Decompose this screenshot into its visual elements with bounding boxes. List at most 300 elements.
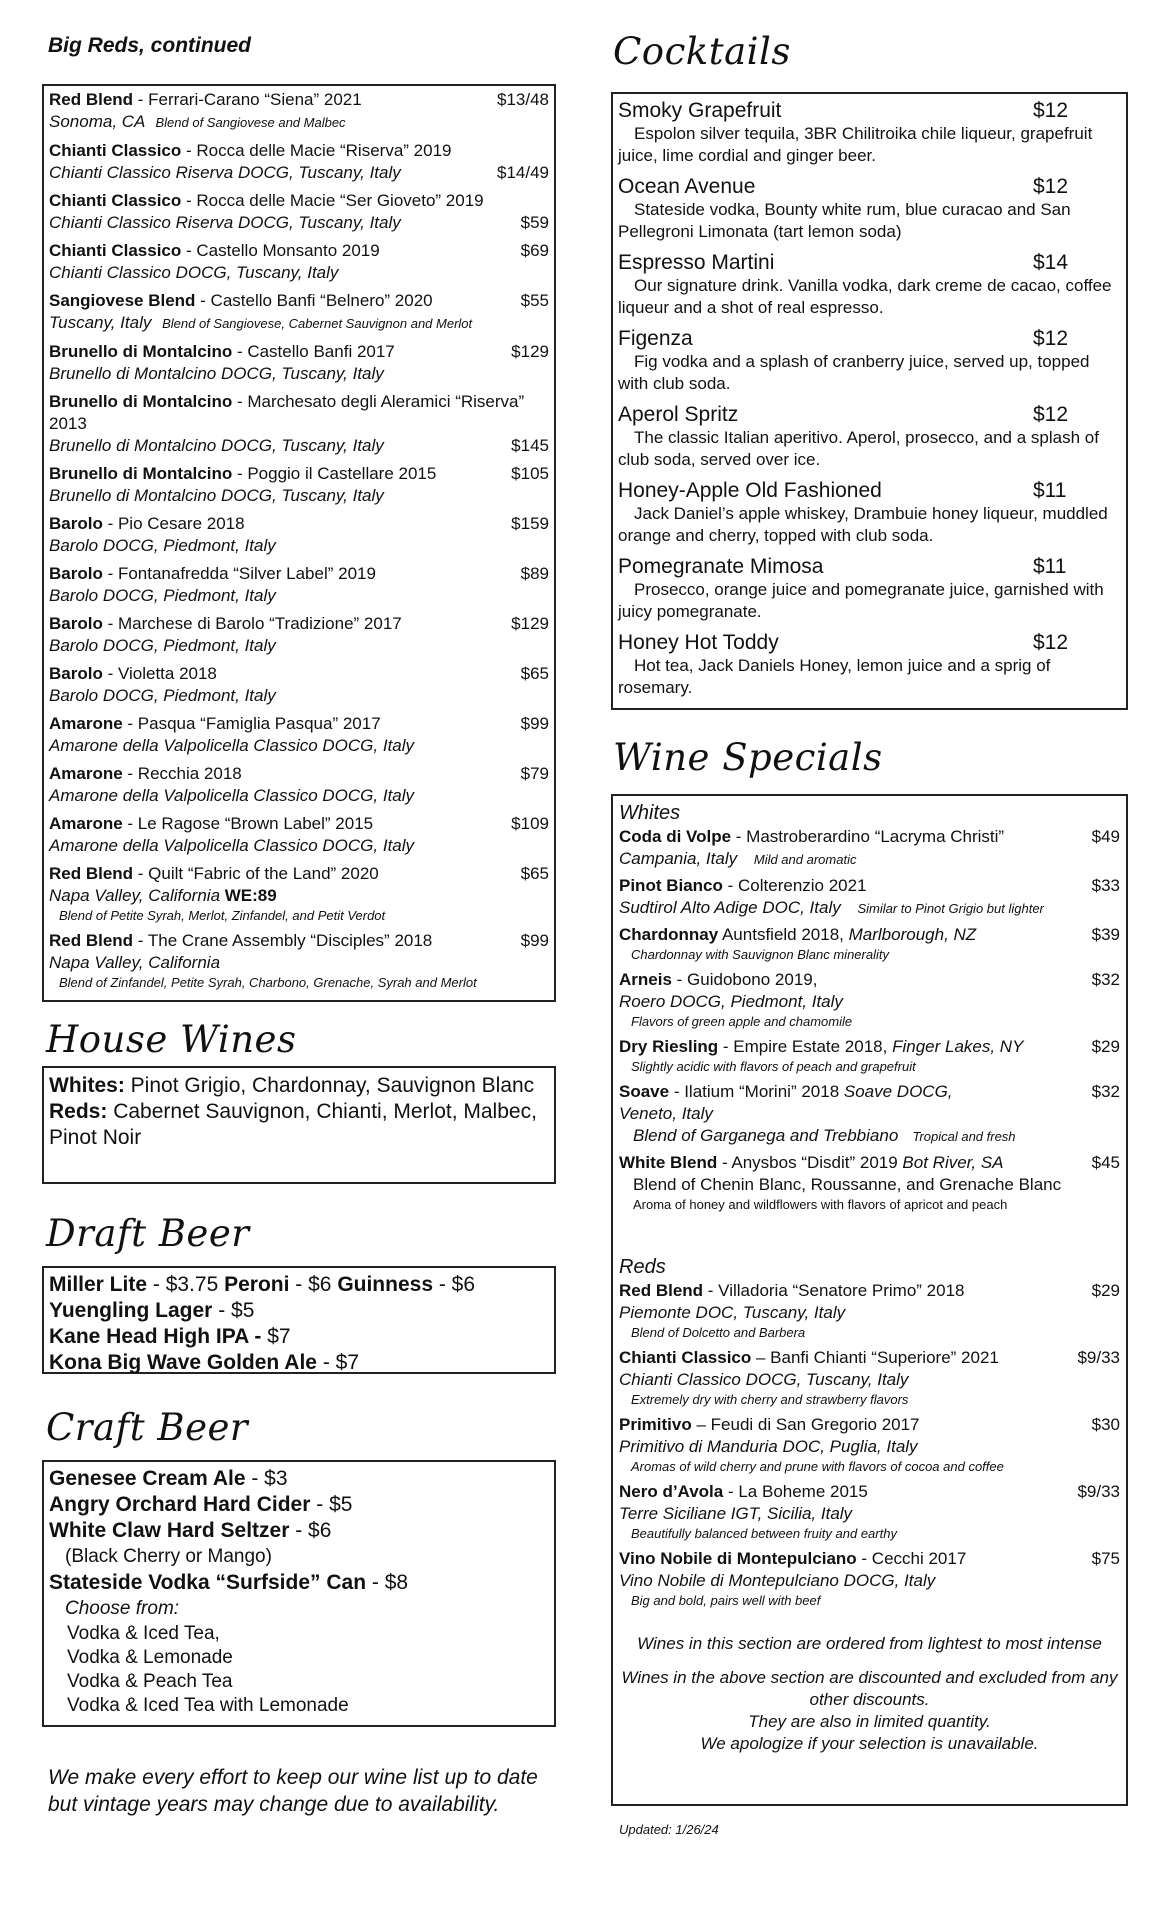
cocktail-item	[618, 630, 1121, 699]
wine-name: Brunello di Montalcino	[49, 464, 233, 483]
big-reds-box	[42, 84, 556, 1002]
wine-item	[49, 813, 549, 863]
wine-name: Barolo	[49, 564, 103, 583]
wine-region-row	[619, 848, 1120, 870]
wine-region: Chianti Classico DOCG, Tuscany, Italy	[619, 1370, 909, 1389]
wine-item	[619, 1347, 1120, 1414]
wine-name: Amarone	[49, 714, 123, 733]
wine-item	[619, 1280, 1120, 1347]
wine-blend-note: Blend of Sangiovese and Malbec	[155, 115, 346, 130]
wine-row	[49, 563, 549, 585]
wine-detail-italic: Bot River, SA	[902, 1153, 1004, 1172]
house-whites-label: Whites:	[49, 1074, 125, 1097]
wine-item	[619, 1481, 1120, 1548]
cocktail-description: The classic Italian aperitivo. Aperol, prosecco, and a splash of club soda, served over ice.	[618, 428, 1099, 469]
wine-region: Sudtirol Alto Adige DOC, Italy	[619, 898, 841, 917]
wine-blend-note: Blend of Petite Syrah, Merlot, Zinfandel, and Petit Verdot	[59, 908, 386, 923]
tasting-note: Aromas of wild cherry and prune with flavors of cocoa and coffee	[631, 1459, 1004, 1474]
wine-detail: - Marchesato degli Aleramici “Riserva” 2013	[49, 392, 525, 433]
draft-row	[49, 1350, 549, 1376]
tasting-note: Big and bold, pairs well with beef	[631, 1593, 821, 1608]
wine-name: Chardonnay	[619, 925, 719, 944]
wine-name: Arneis	[619, 970, 672, 989]
beer-name: Guinness	[337, 1273, 434, 1296]
wine-row	[49, 930, 549, 952]
draft-beer-title: Draft Beer	[46, 1212, 250, 1255]
cocktail-price: $11	[1033, 555, 1067, 578]
wine-item	[49, 391, 549, 463]
wine-region-row	[619, 897, 1120, 919]
tasting-note: Beautifully balanced between fruity and earthy	[631, 1526, 897, 1541]
wine-price: $129	[511, 342, 549, 361]
tasting-note: Extremely dry with cherry and strawberry flavors	[631, 1392, 909, 1407]
wine-detail: – Feudi di San Gregorio 2017	[691, 1415, 920, 1434]
wine-price: $65	[520, 864, 549, 883]
wine-name: Soave	[619, 1082, 670, 1101]
cocktails-box	[611, 92, 1128, 710]
wine-detail: - Pio Cesare 2018	[102, 514, 245, 533]
wine-row	[619, 875, 1120, 897]
wine-row	[619, 1414, 1120, 1436]
wine-price: $9/33	[1077, 1482, 1120, 1501]
cocktail-row	[618, 630, 1121, 655]
craft-row	[49, 1570, 549, 1596]
wine-region-row	[49, 685, 549, 707]
wine-detail: - Empire Estate 2018,	[718, 1037, 893, 1056]
vodka-option: Vodka & Iced Tea,	[67, 1623, 220, 1644]
vodka-option: Vodka & Iced Tea with Lemonade	[67, 1695, 349, 1716]
wine-price: $29	[1091, 1037, 1120, 1056]
wine-item	[49, 463, 549, 513]
updated-date: Updated: 1/26/24	[619, 1822, 719, 1837]
draft-row	[49, 1272, 549, 1298]
wine-price: $9/33	[1077, 1348, 1120, 1367]
wine-region: Sonoma, CA	[49, 112, 145, 131]
wine-region-row	[49, 585, 549, 607]
wine-name: Red Blend	[49, 931, 134, 950]
wine-region: Barolo DOCG, Piedmont, Italy	[49, 636, 276, 655]
wine-price: $109	[511, 814, 549, 833]
wine-detail: - Castello Monsanto 2019	[181, 241, 380, 260]
craft-beer-title: Craft Beer	[46, 1406, 249, 1449]
reds-list	[619, 1280, 1120, 1615]
wine-price: $32	[1091, 1082, 1120, 1101]
cocktail-item	[618, 554, 1121, 623]
wine-row	[619, 969, 1120, 991]
cocktail-item	[618, 174, 1121, 243]
cocktail-price: $12	[1033, 99, 1069, 122]
choose-from-label: Choose from:	[65, 1598, 180, 1619]
wine-detail: - Recchia 2018	[122, 764, 242, 783]
wine-row	[49, 290, 549, 312]
discount-note: Wines in the above section are discounted and excluded from any other discounts.	[621, 1668, 1118, 1709]
wine-detail: - The Crane Assembly “Disciples” 2018	[133, 931, 433, 950]
cocktail-item	[618, 250, 1121, 319]
wine-price: $49	[1091, 827, 1120, 846]
cocktail-price: $14	[1033, 251, 1069, 274]
wine-region: Piemonte DOC, Tuscany, Italy	[619, 1303, 846, 1322]
section-heading-big-reds: Big Reds, continued	[48, 34, 252, 57]
cocktail-description: Prosecco, orange juice and pomegranate juice, garnished with juicy pomegranate.	[618, 580, 1104, 621]
wine-row	[49, 663, 549, 685]
cocktail-row	[618, 250, 1121, 275]
wine-region-row	[49, 952, 549, 974]
wine-item	[619, 924, 1120, 969]
house-wines-title: House Wines	[46, 1018, 297, 1061]
wine-row	[49, 463, 549, 485]
wine-row	[49, 513, 549, 535]
wine-name: Chianti Classico	[49, 191, 182, 210]
wine-row	[49, 713, 549, 735]
craft-row	[49, 1466, 549, 1492]
wine-region: Barolo DOCG, Piedmont, Italy	[49, 686, 276, 705]
wine-region-row	[49, 835, 549, 857]
wine-row	[49, 863, 549, 885]
wine-row	[49, 813, 549, 835]
wine-specials-box	[611, 794, 1128, 1806]
wine-detail: - Fontanafredda “Silver Label” 2019	[102, 564, 376, 583]
wine-detail: - Pasqua “Famiglia Pasqua” 2017	[122, 714, 381, 733]
wine-detail: - Marchese di Barolo “Tradizione” 2017	[102, 614, 402, 633]
wine-price: $33	[1091, 876, 1120, 895]
wine-name: Sangiovese Blend	[49, 291, 196, 310]
wine-score: WE:89	[224, 886, 277, 905]
wine-price: $32	[1091, 970, 1120, 989]
wine-blend-note: Blend of Sangiovese, Cabernet Sauvignon and Merlot	[162, 316, 473, 331]
wine-item	[49, 290, 549, 341]
cocktail-item	[618, 402, 1121, 471]
wine-price: $129	[511, 614, 549, 633]
wine-detail: - Violetta 2018	[102, 664, 217, 683]
wine-name: Dry Riesling	[619, 1037, 719, 1056]
wine-blend-note: Blend of Zinfandel, Petite Syrah, Charbono, Grenache, Syrah and Merlot	[59, 975, 477, 990]
wine-detail-italic: Finger Lakes, NY	[892, 1037, 1024, 1056]
wine-name: Nero d’Avola	[619, 1482, 724, 1501]
wine-row	[619, 924, 1120, 946]
wine-detail: - Guidobono 2019,	[671, 970, 818, 989]
wine-name: Chianti Classico	[49, 141, 182, 160]
beer-price: - $5	[212, 1299, 255, 1322]
wine-detail: - Castello Banfi 2017	[232, 342, 395, 361]
wine-name: Pinot Bianco	[619, 876, 723, 895]
wine-region: Napa Valley, California	[49, 886, 221, 905]
wine-name: Coda di Volpe	[619, 827, 732, 846]
cocktail-row	[618, 402, 1121, 427]
whites-subheading: Whites	[619, 802, 681, 824]
beer-price: $7	[261, 1325, 291, 1348]
wine-detail: - Mastroberardino “Lacryma Christi”	[731, 827, 1005, 846]
house-whites-list: Pinot Grigio, Chardonnay, Sauvignon Blanc	[124, 1074, 535, 1097]
wine-price: $105	[511, 464, 549, 483]
beer-name: Stateside Vodka “Surfside” Can	[49, 1571, 367, 1594]
blend-text: Blend of Garganega and Trebbiano	[633, 1126, 899, 1145]
wine-detail: - Poggio il Castellare 2015	[232, 464, 437, 483]
wine-detail: Auntsfield 2018,	[718, 925, 849, 944]
wine-region: Amarone della Valpolicella Classico DOCG, Italy	[49, 786, 415, 805]
wine-name: Chianti Classico	[49, 241, 182, 260]
draft-row	[49, 1324, 549, 1350]
house-wines-box	[42, 1066, 556, 1184]
wine-price: $30	[1091, 1415, 1120, 1434]
tasting-note: Similar to Pinot Grigio but lighter	[857, 901, 1044, 916]
cocktail-description: Our signature drink. Vanilla vodka, dark creme de cacao, coffee liqueur and a shot of real espresso.	[618, 276, 1112, 317]
cocktail-description: Jack Daniel’s apple whiskey, Drambuie honey liqueur, muddled orange and cherry, topped with club soda.	[618, 504, 1108, 545]
cocktail-price: $12	[1033, 327, 1069, 350]
wine-region: Brunello di Montalcino DOCG, Tuscany, Italy	[49, 364, 384, 383]
wine-region-row	[49, 485, 549, 507]
wine-detail-italic: Soave DOCG,	[843, 1082, 953, 1101]
blend-text: Blend of Chenin Blanc, Roussanne, and Grenache Blanc	[633, 1175, 1062, 1194]
wine-price: $69	[520, 241, 549, 260]
wine-row	[49, 140, 549, 162]
beer-name: Yuengling Lager	[49, 1299, 213, 1322]
wine-detail: - Anysbos “Disdit” 2019	[717, 1153, 903, 1172]
cocktail-price: $12	[1033, 631, 1069, 654]
wine-row	[49, 763, 549, 785]
wine-price: $29	[1091, 1281, 1120, 1300]
tasting-note: Aroma of honey and wildflowers with flavors of apricot and peach	[633, 1197, 1008, 1212]
tasting-note: Chardonnay with Sauvignon Blanc minerality	[631, 947, 889, 962]
wine-name: Primitivo	[619, 1415, 692, 1434]
wine-region-row	[49, 363, 549, 385]
draft-row	[49, 1298, 549, 1324]
beer-name: Miller Lite	[49, 1273, 148, 1296]
wine-region-row	[49, 111, 549, 134]
wine-detail: - Rocca delle Macie “Riserva” 2019	[181, 141, 452, 160]
craft-row	[49, 1492, 549, 1518]
wine-region: Terre Siciliane IGT, Sicilia, Italy	[619, 1504, 853, 1523]
wine-region-row	[619, 991, 1120, 1013]
wine-price: $45	[1091, 1153, 1120, 1172]
wine-name: Chianti Classico	[619, 1348, 752, 1367]
beer-price: - $5	[310, 1493, 353, 1516]
wine-price: $159	[511, 514, 549, 533]
wine-detail: - La Boheme 2015	[723, 1482, 868, 1501]
wine-item	[619, 1414, 1120, 1481]
wine-region-row	[49, 312, 549, 335]
cocktail-item	[618, 326, 1121, 395]
wine-region: Chianti Classico Riserva DOCG, Tuscany, Italy	[49, 213, 401, 232]
white-blend-item	[619, 1152, 1120, 1214]
wine-price: $13/48	[497, 90, 549, 109]
wine-item	[49, 663, 549, 713]
claw-flavors: (Black Cherry or Mango)	[65, 1546, 272, 1567]
wine-row	[619, 1280, 1120, 1302]
wine-detail: - Quilt “Fabric of the Land” 2020	[133, 864, 379, 883]
cocktail-price: $12	[1033, 403, 1069, 426]
cocktail-description: Hot tea, Jack Daniels Honey, lemon juice and a sprig of rosemary.	[618, 656, 1051, 697]
wine-region: Primitivo di Manduria DOC, Puglia, Italy	[619, 1437, 918, 1456]
wine-name: Barolo	[49, 664, 103, 683]
wine-row	[619, 826, 1120, 848]
wine-region: Brunello di Montalcino DOCG, Tuscany, Italy	[49, 436, 384, 455]
wine-detail-italic: Marlborough, NZ	[848, 925, 977, 944]
beer-price: - $6	[289, 1519, 332, 1542]
whites-list	[619, 826, 1120, 1081]
wine-name: Red Blend	[49, 864, 134, 883]
wine-name: Barolo	[49, 614, 103, 633]
cocktails-title: Cocktails	[613, 30, 791, 73]
wine-region-row	[49, 735, 549, 757]
wine-price: $59	[520, 213, 549, 232]
wine-region: Barolo DOCG, Piedmont, Italy	[49, 586, 276, 605]
beer-price: - $3.75	[147, 1273, 225, 1296]
wine-price: $55	[520, 291, 549, 310]
beer-price: - $6	[433, 1273, 476, 1296]
wine-region: Veneto, Italy	[619, 1104, 713, 1123]
wine-region-row	[49, 635, 549, 657]
cocktail-row	[618, 478, 1121, 503]
cocktail-row	[618, 326, 1121, 351]
wine-item	[619, 875, 1120, 924]
cocktail-item	[618, 98, 1121, 167]
cocktail-name: Espresso Martini	[618, 251, 775, 274]
wine-region-row	[49, 435, 549, 457]
wine-row	[619, 1152, 1120, 1174]
wine-item	[619, 1036, 1120, 1081]
beer-name: Kane Head High IPA -	[49, 1325, 262, 1348]
tasting-note: Blend of Dolcetto and Barbera	[631, 1325, 806, 1340]
beer-price: - $8	[366, 1571, 409, 1594]
wine-item	[49, 89, 549, 140]
wine-row	[619, 1081, 1120, 1103]
wine-item	[49, 240, 549, 290]
wine-item	[49, 513, 549, 563]
tasting-note: Mild and aromatic	[753, 852, 857, 867]
wine-row	[619, 1347, 1120, 1369]
cocktail-name: Figenza	[618, 327, 693, 350]
cocktail-name: Ocean Avenue	[618, 175, 756, 198]
wine-detail: - Cecchi 2017	[856, 1549, 967, 1568]
craft-beer-box	[42, 1460, 556, 1727]
wine-name: Vino Nobile di Montepulciano	[619, 1549, 857, 1568]
wine-name: Amarone	[49, 764, 123, 783]
wine-region: Campania, Italy	[619, 849, 738, 868]
wine-region: Vino Nobile di Montepulciano DOCG, Italy	[619, 1571, 936, 1590]
wine-region: Chianti Classico Riserva DOCG, Tuscany, Italy	[49, 163, 401, 182]
wine-name: Amarone	[49, 814, 123, 833]
wine-item	[619, 1548, 1120, 1615]
cocktail-name: Honey-Apple Old Fashioned	[618, 479, 882, 502]
wine-detail: - Colterenzio 2021	[722, 876, 867, 895]
wine-region-row	[49, 262, 549, 284]
wine-item	[619, 969, 1120, 1036]
wine-row	[49, 391, 549, 435]
wine-item	[49, 863, 549, 930]
reds-subheading: Reds	[619, 1256, 666, 1278]
wine-row	[49, 89, 549, 111]
wine-price: $75	[1091, 1549, 1120, 1568]
wine-region-row	[49, 535, 549, 557]
vodka-option: Vodka & Peach Tea	[67, 1671, 233, 1692]
wine-region: Roero DOCG, Piedmont, Italy	[619, 992, 843, 1011]
cocktail-name: Aperol Spritz	[618, 403, 739, 426]
wine-name: Red Blend	[619, 1281, 704, 1300]
beer-name: Genesee Cream Ale	[49, 1467, 246, 1490]
wine-price: $14/49	[497, 163, 549, 182]
wine-region: Tuscany, Italy	[49, 313, 152, 332]
cocktail-name: Honey Hot Toddy	[618, 631, 779, 654]
wine-item	[49, 613, 549, 663]
wine-row	[49, 190, 549, 212]
beer-price: - $6	[289, 1273, 338, 1296]
wine-price: $65	[520, 664, 549, 683]
wine-item	[49, 190, 549, 240]
wine-item	[49, 140, 549, 190]
cocktail-row	[618, 174, 1121, 199]
cocktail-price: $12	[1033, 175, 1069, 198]
wine-region: Amarone della Valpolicella Classico DOCG, Italy	[49, 836, 415, 855]
tasting-note: Slightly acidic with flavors of peach and grapefruit	[631, 1059, 916, 1074]
ordering-note: Wines in this section are ordered from lightest to most intense	[637, 1634, 1102, 1653]
wine-price: $39	[1091, 925, 1120, 944]
wine-row	[49, 240, 549, 262]
wine-price: $99	[520, 714, 549, 733]
house-reds-list: Cabernet Sauvignon, Chianti, Merlot, Malbec, Pinot Noir	[49, 1100, 537, 1149]
wine-row	[619, 1481, 1120, 1503]
cocktail-description: Stateside vodka, Bounty white rum, blue curacao and San Pellegroni Limonata (tart lemon soda)	[618, 200, 1071, 241]
wine-region: Barolo DOCG, Piedmont, Italy	[49, 536, 276, 555]
cocktail-name: Pomegranate Mimosa	[618, 555, 824, 578]
wine-item	[49, 930, 549, 997]
cocktail-name: Smoky Grapefruit	[618, 99, 782, 122]
beer-price: - $7	[316, 1351, 360, 1374]
wine-name: Red Blend	[49, 90, 134, 109]
wine-region-row	[49, 785, 549, 807]
wine-detail: - Le Ragose “Brown Label” 2015	[122, 814, 374, 833]
vintage-disclaimer: We make every effort to keep our wine list up to date but vintage years may change due to availability.	[48, 1766, 538, 1816]
cocktail-description: Espolon silver tequila, 3BR Chilitroika chile liqueur, grapefruit juice, lime cordial and ginger beer.	[618, 124, 1093, 165]
wine-name: Brunello di Montalcino	[49, 342, 233, 361]
wine-name: White Blend	[619, 1153, 718, 1172]
tasting-note: Tropical and fresh	[912, 1129, 1016, 1144]
craft-row	[49, 1518, 549, 1544]
wine-item	[49, 763, 549, 813]
wine-region-row	[49, 885, 549, 907]
soave-item	[619, 1081, 1120, 1147]
house-reds-label: Reds:	[49, 1100, 108, 1123]
cocktail-row	[618, 554, 1121, 579]
beer-name: White Claw Hard Seltzer	[49, 1519, 290, 1542]
wine-row	[619, 1036, 1120, 1058]
wine-item	[49, 713, 549, 763]
wine-region-row	[49, 162, 549, 184]
wine-row	[49, 341, 549, 363]
wine-price: $99	[520, 931, 549, 950]
wine-region: Amarone della Valpolicella Classico DOCG, Italy	[49, 736, 415, 755]
wine-name: Barolo	[49, 514, 103, 533]
wine-region: Napa Valley, California	[49, 953, 221, 972]
wine-item	[49, 341, 549, 391]
wine-region: Chianti Classico DOCG, Tuscany, Italy	[49, 263, 339, 282]
beer-name: Angry Orchard Hard Cider	[49, 1493, 311, 1516]
wine-price: $145	[511, 436, 549, 455]
cocktail-description: Fig vodka and a splash of cranberry juice, served up, topped with club soda.	[618, 352, 1090, 393]
wine-price: $89	[520, 564, 549, 583]
wine-detail: - Castello Banfi “Belnero” 2020	[195, 291, 433, 310]
cocktail-row	[618, 98, 1121, 123]
wine-name: Brunello di Montalcino	[49, 392, 233, 411]
tasting-note: Flavors of green apple and chamomile	[631, 1014, 853, 1029]
wine-row	[619, 1548, 1120, 1570]
cocktail-item	[618, 478, 1121, 547]
draft-beer-box	[42, 1266, 556, 1374]
wine-row	[49, 613, 549, 635]
beer-name: Peroni	[224, 1273, 290, 1296]
wine-detail: - Rocca delle Macie “Ser Gioveto” 2019	[181, 191, 484, 210]
cocktail-price: $11	[1033, 479, 1067, 502]
wine-item	[619, 826, 1120, 875]
